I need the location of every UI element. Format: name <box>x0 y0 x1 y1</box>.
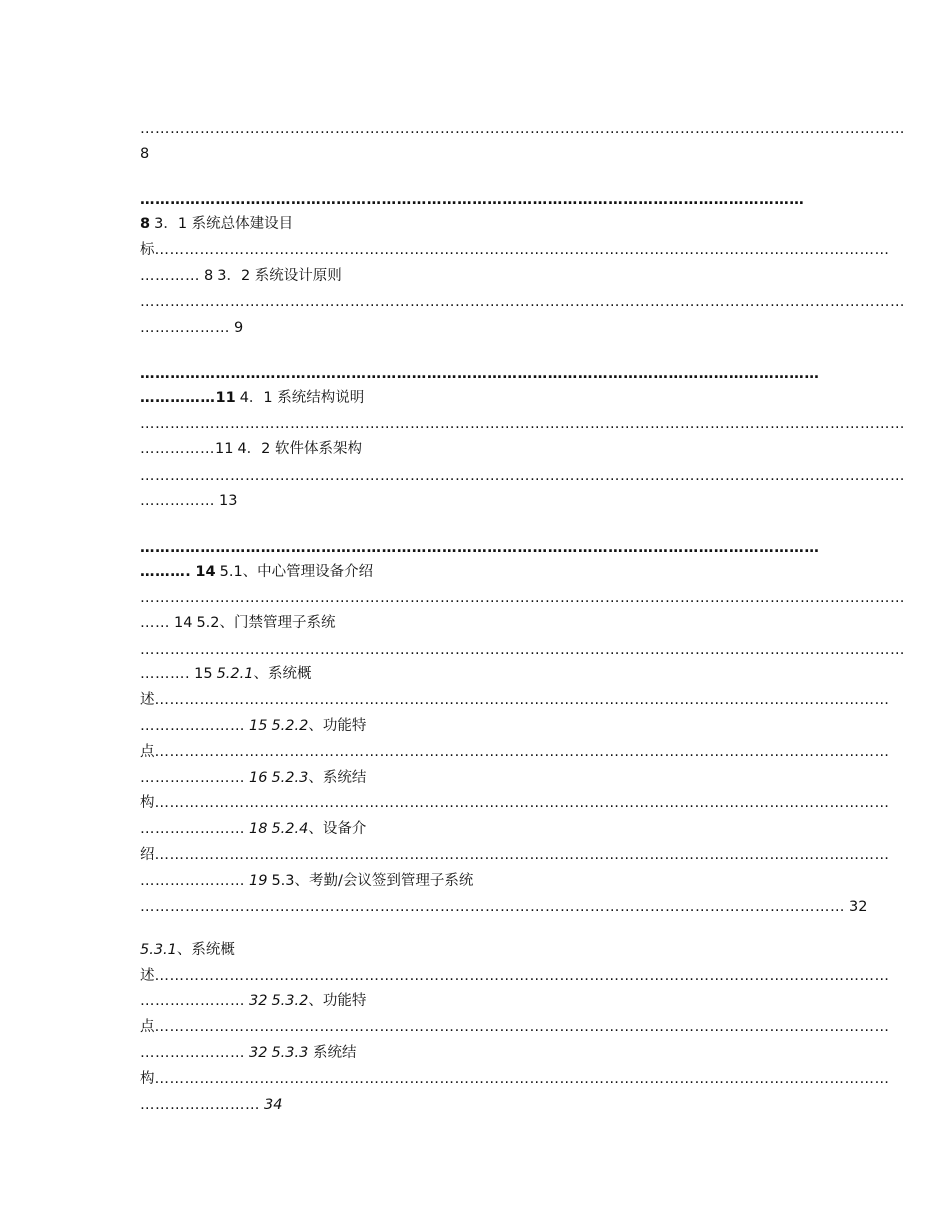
toc-line <box>140 1095 810 1115</box>
toc-line <box>140 214 810 234</box>
toc-entry-title[interactable]: 5.2、门禁管理子系统 <box>196 615 336 631</box>
page-number: 32 <box>249 993 268 1009</box>
toc-entry-number[interactable]: 5.2.4 <box>271 821 309 837</box>
toc-line <box>140 1069 890 1089</box>
toc-line <box>140 845 890 865</box>
toc-entry-number[interactable]: 5.2.1 <box>216 666 254 682</box>
dot-leader: ………………………………………………………………………………………………………………………………… <box>154 242 890 258</box>
page-number: 14 <box>174 615 193 631</box>
page-number: 11 <box>215 390 236 406</box>
toc-entry-title[interactable]: 、系统概 <box>176 942 235 958</box>
toc-line <box>140 388 810 408</box>
page-number: 14 <box>195 564 216 580</box>
dot-leader: ………………………………………………………………………………………………………………………………… <box>154 1019 890 1035</box>
dot-leader: ……………………………………………………………………………………………………………………………………… <box>140 468 905 484</box>
page-number: 18 <box>249 821 268 837</box>
dot-leader: ……………………………………………………………………………………………………………………………………… <box>140 642 905 658</box>
toc-line <box>140 119 905 139</box>
dot-leader: …………… <box>140 390 216 406</box>
toc-entry-number[interactable]: 5.2.3 <box>271 770 309 786</box>
toc-line <box>140 538 820 558</box>
toc-line <box>140 266 810 286</box>
page-number: 16 <box>249 770 268 786</box>
dot-leader: ………. <box>140 564 192 580</box>
toc-line <box>140 1017 890 1037</box>
toc-line <box>140 292 905 312</box>
dot-leader: …………………… <box>140 1097 260 1113</box>
toc-entry-title[interactable]: 4．2 软件体系架构 <box>237 441 363 457</box>
dot-leader: ……………………………………………………………………………………………………………………………………… <box>140 590 905 606</box>
toc-line <box>140 466 905 486</box>
dot-leader: ………. <box>140 666 191 682</box>
dot-leader: ………………… <box>140 718 245 734</box>
toc-entry-title[interactable]: 点 <box>140 744 155 760</box>
dot-leader: ………………………………………………………………………………………………………………………………… <box>154 847 890 863</box>
dot-leader: …………………………………………………………………………………………………………………… <box>140 192 805 208</box>
toc-line <box>140 190 810 210</box>
page-number: 15 <box>194 666 213 682</box>
toc-entry-number[interactable]: 5.3.2 <box>271 993 309 1009</box>
dot-leader: ……………………………………………………………………………………………………………………………………… <box>140 416 905 432</box>
dot-leader: …………………………………………………………………………………………………………………………… <box>140 899 845 915</box>
toc-entry-title[interactable]: 、功能特 <box>308 718 367 734</box>
toc-entry-title[interactable]: 点 <box>140 1019 155 1035</box>
toc-line <box>140 966 890 986</box>
toc-line <box>140 144 810 164</box>
toc-line <box>140 871 810 891</box>
dot-leader: ………………………………………………………………………………………………………………………………… <box>154 968 890 984</box>
dot-leader: ………… <box>140 268 200 284</box>
toc-line <box>140 819 810 839</box>
toc-entry-title[interactable]: 3．2 系统设计原则 <box>217 268 342 284</box>
toc-line <box>140 318 810 338</box>
toc-line <box>140 664 810 684</box>
toc-entry-number[interactable]: 5.2.2 <box>271 718 309 734</box>
toc-line <box>140 414 905 434</box>
toc-entry-title[interactable]: 、系统结 <box>308 770 367 786</box>
page-number: 15 <box>249 718 268 734</box>
page-number: 8 <box>140 216 151 232</box>
toc-entry-title[interactable]: 绍 <box>140 847 155 863</box>
toc-line <box>140 1043 810 1063</box>
page-number: 32 <box>849 899 868 915</box>
dot-leader: ………………………………………………………………………………………………………………………………… <box>154 795 890 811</box>
page-number: 8 <box>204 268 214 284</box>
dot-leader: ……………………………………………………………………………………………………………………………………… <box>140 121 905 137</box>
toc-line <box>140 742 890 762</box>
dot-leader: ………………………………………………………………………………………………………………………………… <box>154 744 890 760</box>
toc-line <box>140 991 810 1011</box>
dot-leader: ………………… <box>140 993 245 1009</box>
dot-leader: ………………………………………………………………………………………………………………………………… <box>154 1071 890 1087</box>
toc-entry-title[interactable]: 4．1 系统结构说明 <box>239 390 365 406</box>
toc-entry-title[interactable]: 构 <box>140 795 155 811</box>
page-number: 8 <box>140 146 150 162</box>
dot-leader: ……………………………………………………………………………………………………………………… <box>140 366 820 382</box>
toc-entry-title[interactable]: 3．1 系统总体建设目 <box>154 216 294 232</box>
dot-leader: ……………… <box>140 320 230 336</box>
toc-entry-number[interactable]: 5.3.1 <box>140 942 177 958</box>
dot-leader: ……………………………………………………………………………………………………………………… <box>140 540 820 556</box>
toc-line <box>140 439 810 459</box>
toc-entry-title[interactable]: 系统结 <box>308 1045 357 1061</box>
dot-leader: ………………… <box>140 1045 245 1061</box>
toc-line <box>140 240 890 260</box>
toc-entry-title[interactable]: 构 <box>140 1071 155 1087</box>
toc-line <box>140 613 810 633</box>
toc-entry-number[interactable]: 5.3.3 <box>271 1045 309 1061</box>
toc-entry-title[interactable]: 述 <box>140 692 155 708</box>
dot-leader: ………………… <box>140 770 245 786</box>
page-number: 13 <box>219 493 238 509</box>
toc-line <box>140 640 905 660</box>
toc-line <box>140 491 810 511</box>
page-number: 32 <box>249 1045 268 1061</box>
toc-entry-title[interactable]: 5.3、考勤/会议签到管理子系统 <box>271 873 474 889</box>
toc-entry-title[interactable]: 标 <box>140 242 155 258</box>
page-number: 9 <box>234 320 244 336</box>
dot-leader: ……………………………………………………………………………………………………………………………………… <box>140 294 905 310</box>
dot-leader: ………………… <box>140 873 245 889</box>
dot-leader: ………………… <box>140 821 245 837</box>
toc-entry-title[interactable]: 、系统概 <box>253 666 312 682</box>
toc-entry-title[interactable]: 、功能特 <box>308 993 367 1009</box>
dot-leader: …………… <box>140 441 215 457</box>
toc-line <box>140 940 810 960</box>
toc-entry-title[interactable]: 5.1、中心管理设备介绍 <box>219 564 374 580</box>
toc-line <box>140 793 890 813</box>
toc-line <box>140 768 810 788</box>
toc-line <box>140 690 890 710</box>
page-number: 11 <box>215 441 234 457</box>
page-number: 34 <box>264 1097 283 1113</box>
toc-line <box>140 716 810 736</box>
toc-entry-title[interactable]: 、设备介 <box>308 821 367 837</box>
toc-line <box>140 364 820 384</box>
page-number: 19 <box>249 873 268 889</box>
toc-line <box>140 897 868 917</box>
toc-line <box>140 588 905 608</box>
dot-leader: …………… <box>140 493 215 509</box>
dot-leader: ………………………………………………………………………………………………………………………………… <box>154 692 890 708</box>
toc-line <box>140 562 810 582</box>
toc-entry-title[interactable]: 述 <box>140 968 155 984</box>
dot-leader: …… <box>140 615 170 631</box>
